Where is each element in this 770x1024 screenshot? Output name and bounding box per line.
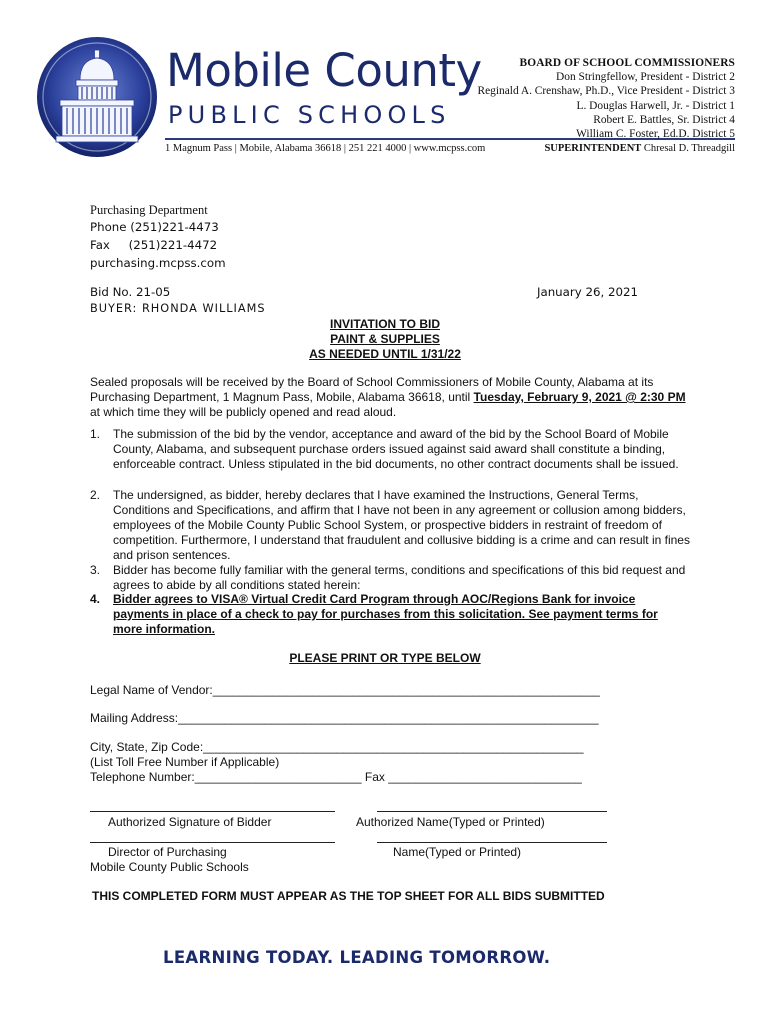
board-member: L. Douglas Harwell, Jr. - District 1 (576, 99, 735, 112)
bid-number: Bid No. 21-05 (90, 285, 171, 299)
buyer: BUYER: RHONDA WILLIAMS (90, 302, 266, 315)
list-item (90, 563, 690, 593)
mailing-address-field[interactable]: Mailing Address:_______________________________________________________________ (90, 711, 599, 725)
item-text: Bidder has become fully familiar with the general terms, conditions and specifications of this bid request and agrees to abide by all conditions stated herein: (113, 563, 686, 592)
signature-line-director[interactable] (90, 842, 335, 843)
document-subtitle: PAINT & SUPPLIES (330, 332, 440, 346)
footer-slogan: LEARNING TODAY. LEADING TOMORROW. (163, 948, 551, 967)
item-number: 4. (90, 592, 101, 606)
signature-line-bidder[interactable] (90, 811, 335, 812)
board-member: Reginald A. Crenshaw, Ph.D., Vice President - District 3 (477, 85, 735, 98)
brand-subtitle: PUBLIC SCHOOLS (168, 101, 451, 129)
item-number: 2. (90, 488, 101, 502)
intro-text: Sealed proposals will be received by the Board of School Commissioners of Mobile County, Alabama at its Purchasing Department, 1 Magnum Pass, Mobile, Alabama 36618, until (90, 375, 654, 404)
contact-line: 1 Magnum Pass | Mobile, Alabama 36618 | 251 221 4000 | www.mcpss.com (165, 143, 486, 154)
document-term: AS NEEDED UNTIL 1/31/22 (309, 347, 461, 361)
superintendent (544, 143, 735, 154)
bid-deadline: Tuesday, February 9, 2021 @ 2:30 PM (473, 390, 686, 404)
capitol-dome-seal-icon (36, 36, 158, 158)
item-text: Bidder agrees to VISA® Virtual Credit Card Program through AOC/Regions Bank for invoice payments in place of a check to pay for purchases from this solicitation. See payment terms for more information. (113, 592, 658, 636)
superintendent-label: SUPERINTENDENT (544, 143, 642, 154)
signature-line-director-name[interactable] (377, 842, 607, 843)
department-phone: Phone (251)221-4473 (90, 220, 219, 234)
organization-label: Mobile County Public Schools (90, 860, 249, 874)
director-label: Director of Purchasing (108, 845, 227, 859)
intro-paragraph (90, 375, 690, 420)
city-state-zip-field[interactable]: City, State, Zip Code:_________________________________________________________ (90, 740, 584, 754)
form-heading: PLEASE PRINT OR TYPE BELOW (289, 651, 481, 665)
item-text: The undersigned, as bidder, hereby declares that I have examined the Instructions, General Terms, Conditions and Specifications, and affirm that I have not been in any agreement or collusion among bidders, employees of the Mobile County Public School System, or prospective bidders in restraint of freedom of competition. Furthermore, I understand that fraudulent and collusive bidding is a crime and can result in fines and prison sentences. (113, 488, 690, 562)
board-member: Don Stringfellow, President - District 2 (556, 71, 735, 84)
director-name-label: Name(Typed or Printed) (393, 845, 522, 859)
list-item (90, 592, 690, 637)
board-member: Robert E. Battles, Sr. District 4 (593, 113, 735, 126)
toll-free-note: (List Toll Free Number if Applicable) (90, 755, 280, 769)
item-number: 1. (90, 427, 101, 441)
list-item (90, 488, 690, 563)
item-number: 3. (90, 563, 101, 577)
department-name: Purchasing Department (90, 203, 208, 217)
department-website: purchasing.mcpss.com (90, 256, 226, 270)
telephone-fax-field[interactable]: Telephone Number:_________________________ Fax _____________________________ (90, 770, 582, 784)
legal-name-field[interactable]: Legal Name of Vendor:__________________________________________________________ (90, 683, 600, 697)
board-heading: BOARD OF SCHOOL COMMISSIONERS (519, 57, 735, 69)
department-fax: Fax (251)221-4472 (90, 238, 218, 252)
intro-text-end: at which time they will be publicly opened and read aloud. (90, 405, 397, 419)
superintendent-name: Chresal D. Threadgill (643, 143, 735, 154)
authorized-name-label: Authorized Name(Typed or Printed) (356, 815, 545, 829)
signature-label-bidder: Authorized Signature of Bidder (108, 815, 272, 829)
item-text: The submission of the bid by the vendor, acceptance and award of the bid by the School Board of Mobile County, Alabama, and subsequent purchase orders issued against said award shall constitute a binding, enforceable contract. Unless stipulated in the bid documents, no other contract documents shall be issued. (113, 427, 679, 471)
board-list (475, 56, 735, 141)
signature-line-authorized-name[interactable] (377, 811, 607, 812)
bid-date: January 26, 2021 (536, 285, 638, 299)
board-member: William C. Foster, Ed.D. District 5 (576, 128, 735, 141)
list-item (90, 427, 690, 472)
final-note: THIS COMPLETED FORM MUST APPEAR AS THE TOP SHEET FOR ALL BIDS SUBMITTED (92, 889, 605, 903)
document-title: INVITATION TO BID (330, 317, 440, 331)
brand-name: Mobile County (166, 44, 482, 97)
